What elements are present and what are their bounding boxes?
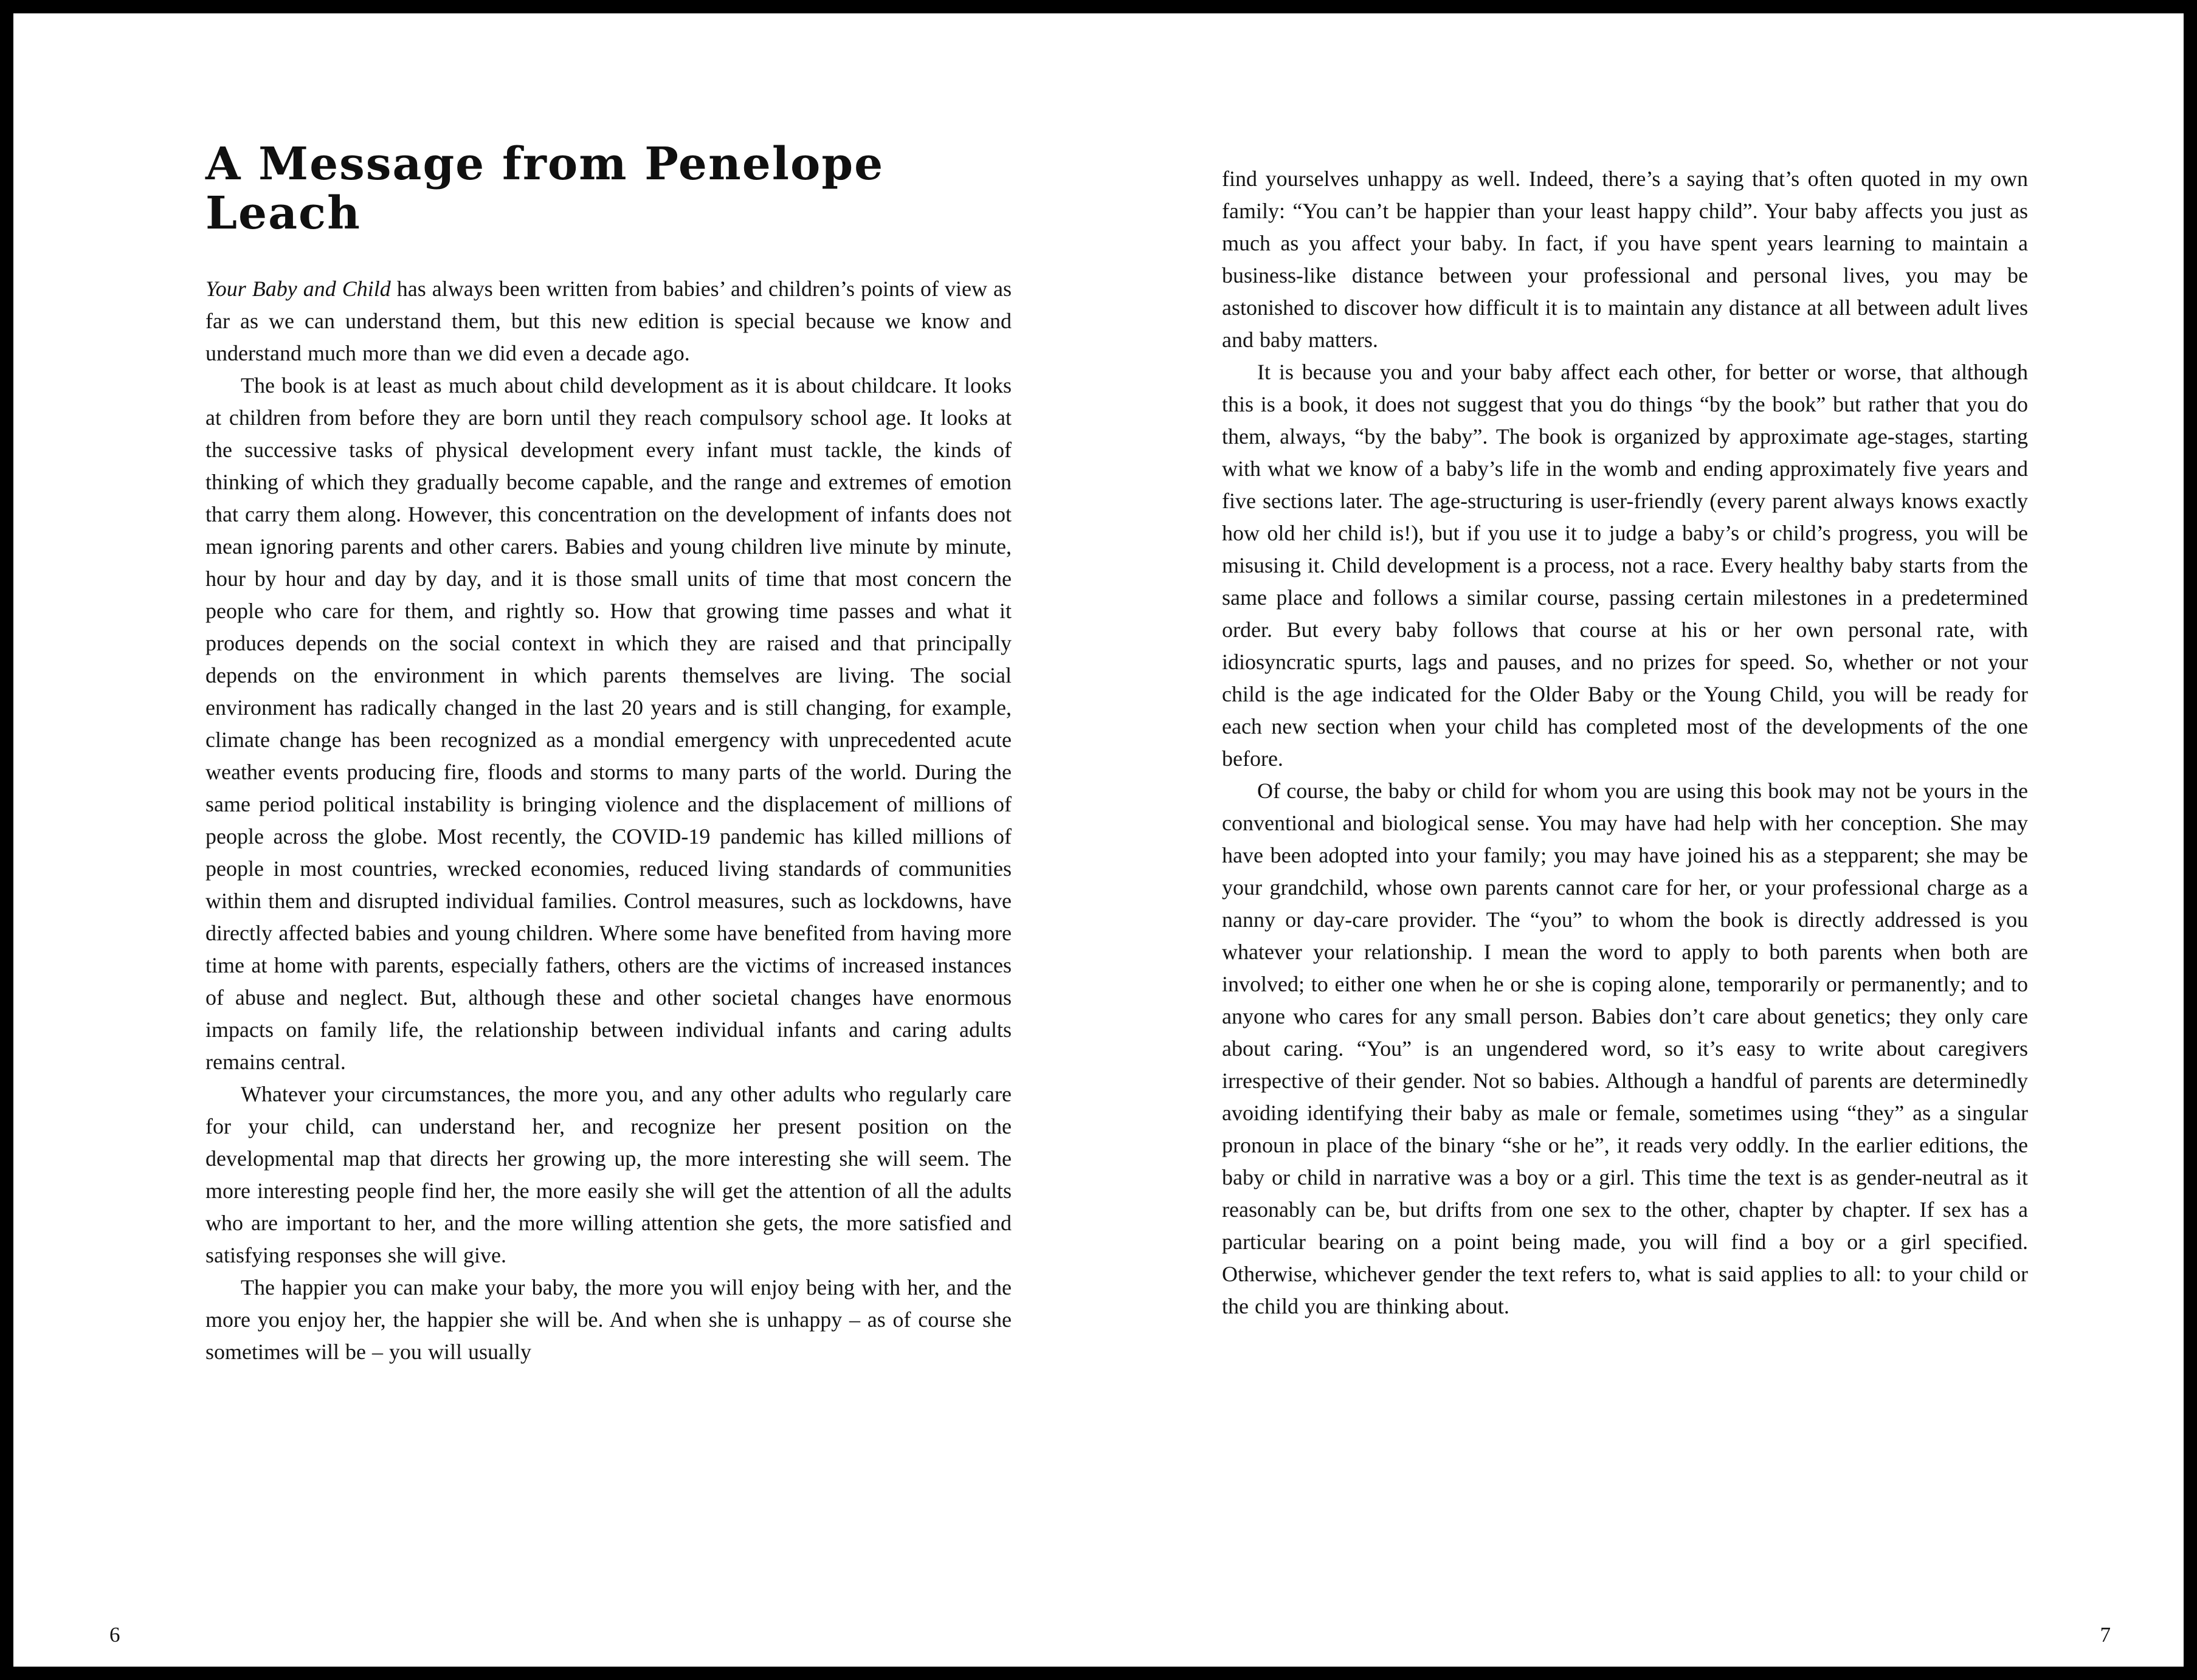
page-number-left: 6 <box>109 1623 120 1647</box>
paragraph: It is because you and your baby affect each other, for better or worse, that although this is a book, it does not suggest that you do things “by the book” but rather that you do them, always, “by the baby”. The book is organized by approximate age-stages, starting with what we know of a baby’s life in the womb and ending approximately five years and five sections later. The age-structuring is user-friendly (every parent always knows exactly how old her child is!), but if you use it to judge a baby’s or child’s progress, you will be misusing it. Child development is a process, not a race. Every healthy baby starts from the same place and follows a similar course, passing certain milestones in a predetermined order. But every baby follows that course at his or her own personal rate, with idiosyncratic spurts, lags and pauses, and no prizes for speed. So, whether or not your child is the age indicated for the Older Baby or the Young Child, you will be ready for each new section when your child has completed most of the developments of the one before. <box>1222 360 2028 771</box>
chapter-heading: A Message from Penelope Leach <box>205 138 885 240</box>
page-number-right: 7 <box>2100 1623 2111 1647</box>
right-page <box>1222 163 2028 1323</box>
paragraph: The happier you can make your baby, the more you will enjoy being with her, and the more you enjoy her, the happier she will be. And when she is unhappy – as of course she sometimes will be – you will usually <box>205 1275 1012 1364</box>
intro-paragraph <box>205 273 1012 370</box>
paragraph: Whatever your circumstances, the more you, and any other adults who regularly care for your child, can understand her, and recognize her present position on the developmental map that directs her growing up, the more interesting she will seem. The more interesting people find her, the more easily she will get the attention of all the adults who are important to her, and the more willing attention she gets, the more satisfied and satisfying responses she will give. <box>205 1081 1012 1267</box>
paragraph: find yourselves unhappy as well. Indeed, there’s a saying that’s often quoted in my own family: “You can’t be happier than your least happy child”. Your baby affects you just as much as you affect your baby. In fact, if you have spent years learning to maintain a business-like distance between your professional and personal lives, you may be astonished to discover how difficult it is to maintain any distance at all between adult lives and baby matters. <box>1222 167 2028 352</box>
paragraph: Of course, the baby or child for whom you are using this book may not be yours in the conventional and biological sense. You may have had help with her conception. She may have been adopted into your family; you may have joined his as a stepparent; she may be your grandchild, whose own parents cannot care for her, or your professional charge as a nanny or day-care provider. The “you” to whom the book is directly addressed is you whatever your relationship. I mean the word to apply to both parents when both are involved; to either one when he or she is coping alone, temporarily or permanently; and to anyone who cares for any small person. Babies don’t care about genetics; they only care about caring. “You” is an ungendered word, so it’s easy to write about caregivers irrespective of their gender. Not so babies. Although a handful of parents are determinedly avoiding identifying their baby as male or female, sometimes using “they” as a singular pronoun in place of the binary “she or he”, it reads very oddly. In the earlier editions, the baby or child in narrative was a boy or a girl. This time the text is as gender-neutral as it reasonably can be, but drifts from one sex to the other, chapter by chapter. If sex has a particular bearing on a point being made, you will find a boy or a girl specified. Otherwise, whichever gender the text refers to, what is said applies to all: to your child or the child you are thinking about. <box>1222 779 2028 1318</box>
left-page <box>205 140 1012 1368</box>
paragraph: The book is at least as much about child development as it is about childcare. It looks at children from before they are born until they reach compulsory school age. It looks at the successive tasks of physical development every infant must tackle, the kinds of thinking of which they gradually become capable, and the range and extremes of emotion that carry them along. However, this concentration on the development of infants does not mean ignoring parents and other carers. Babies and young children live minute by minute, hour by hour and day by day, and it is those small units of time that most concern the people who care for them, and rightly so. How that growing time passes and what it produces depends on the social context in which they are raised and that principally depends on the environment in which parents themselves are living. The social environment has radically changed in the last 20 years and is still changing, for example, climate change has been recognized as a mondial emergency with unprecedented acute weather events producing fire, floods and storms to many parts of the world. During the same period political instability is bringing violence and the displacement of millions of people across the globe. Most recently, the COVID-19 pandemic has killed millions of people in most countries, wrecked economies, reduced living standards of communities within them and disrupted individual families. Control measures, such as lockdowns, have directly affected babies and young children. Where some have benefited from having more time at home with parents, especially fathers, others are the victims of increased instances of abuse and neglect. But, although these and other societal changes have enormous impacts on family life, the relationship between individual infants and caring adults remains central. <box>205 373 1012 1074</box>
intro-paragraph-text: has always been written from babies’ and children’s points of view as far as we can understand them, but this new edition is special because we know and understand much more than we did even a decade ago. <box>205 276 1012 365</box>
book-title-italic: Your Baby and Child <box>205 276 391 301</box>
